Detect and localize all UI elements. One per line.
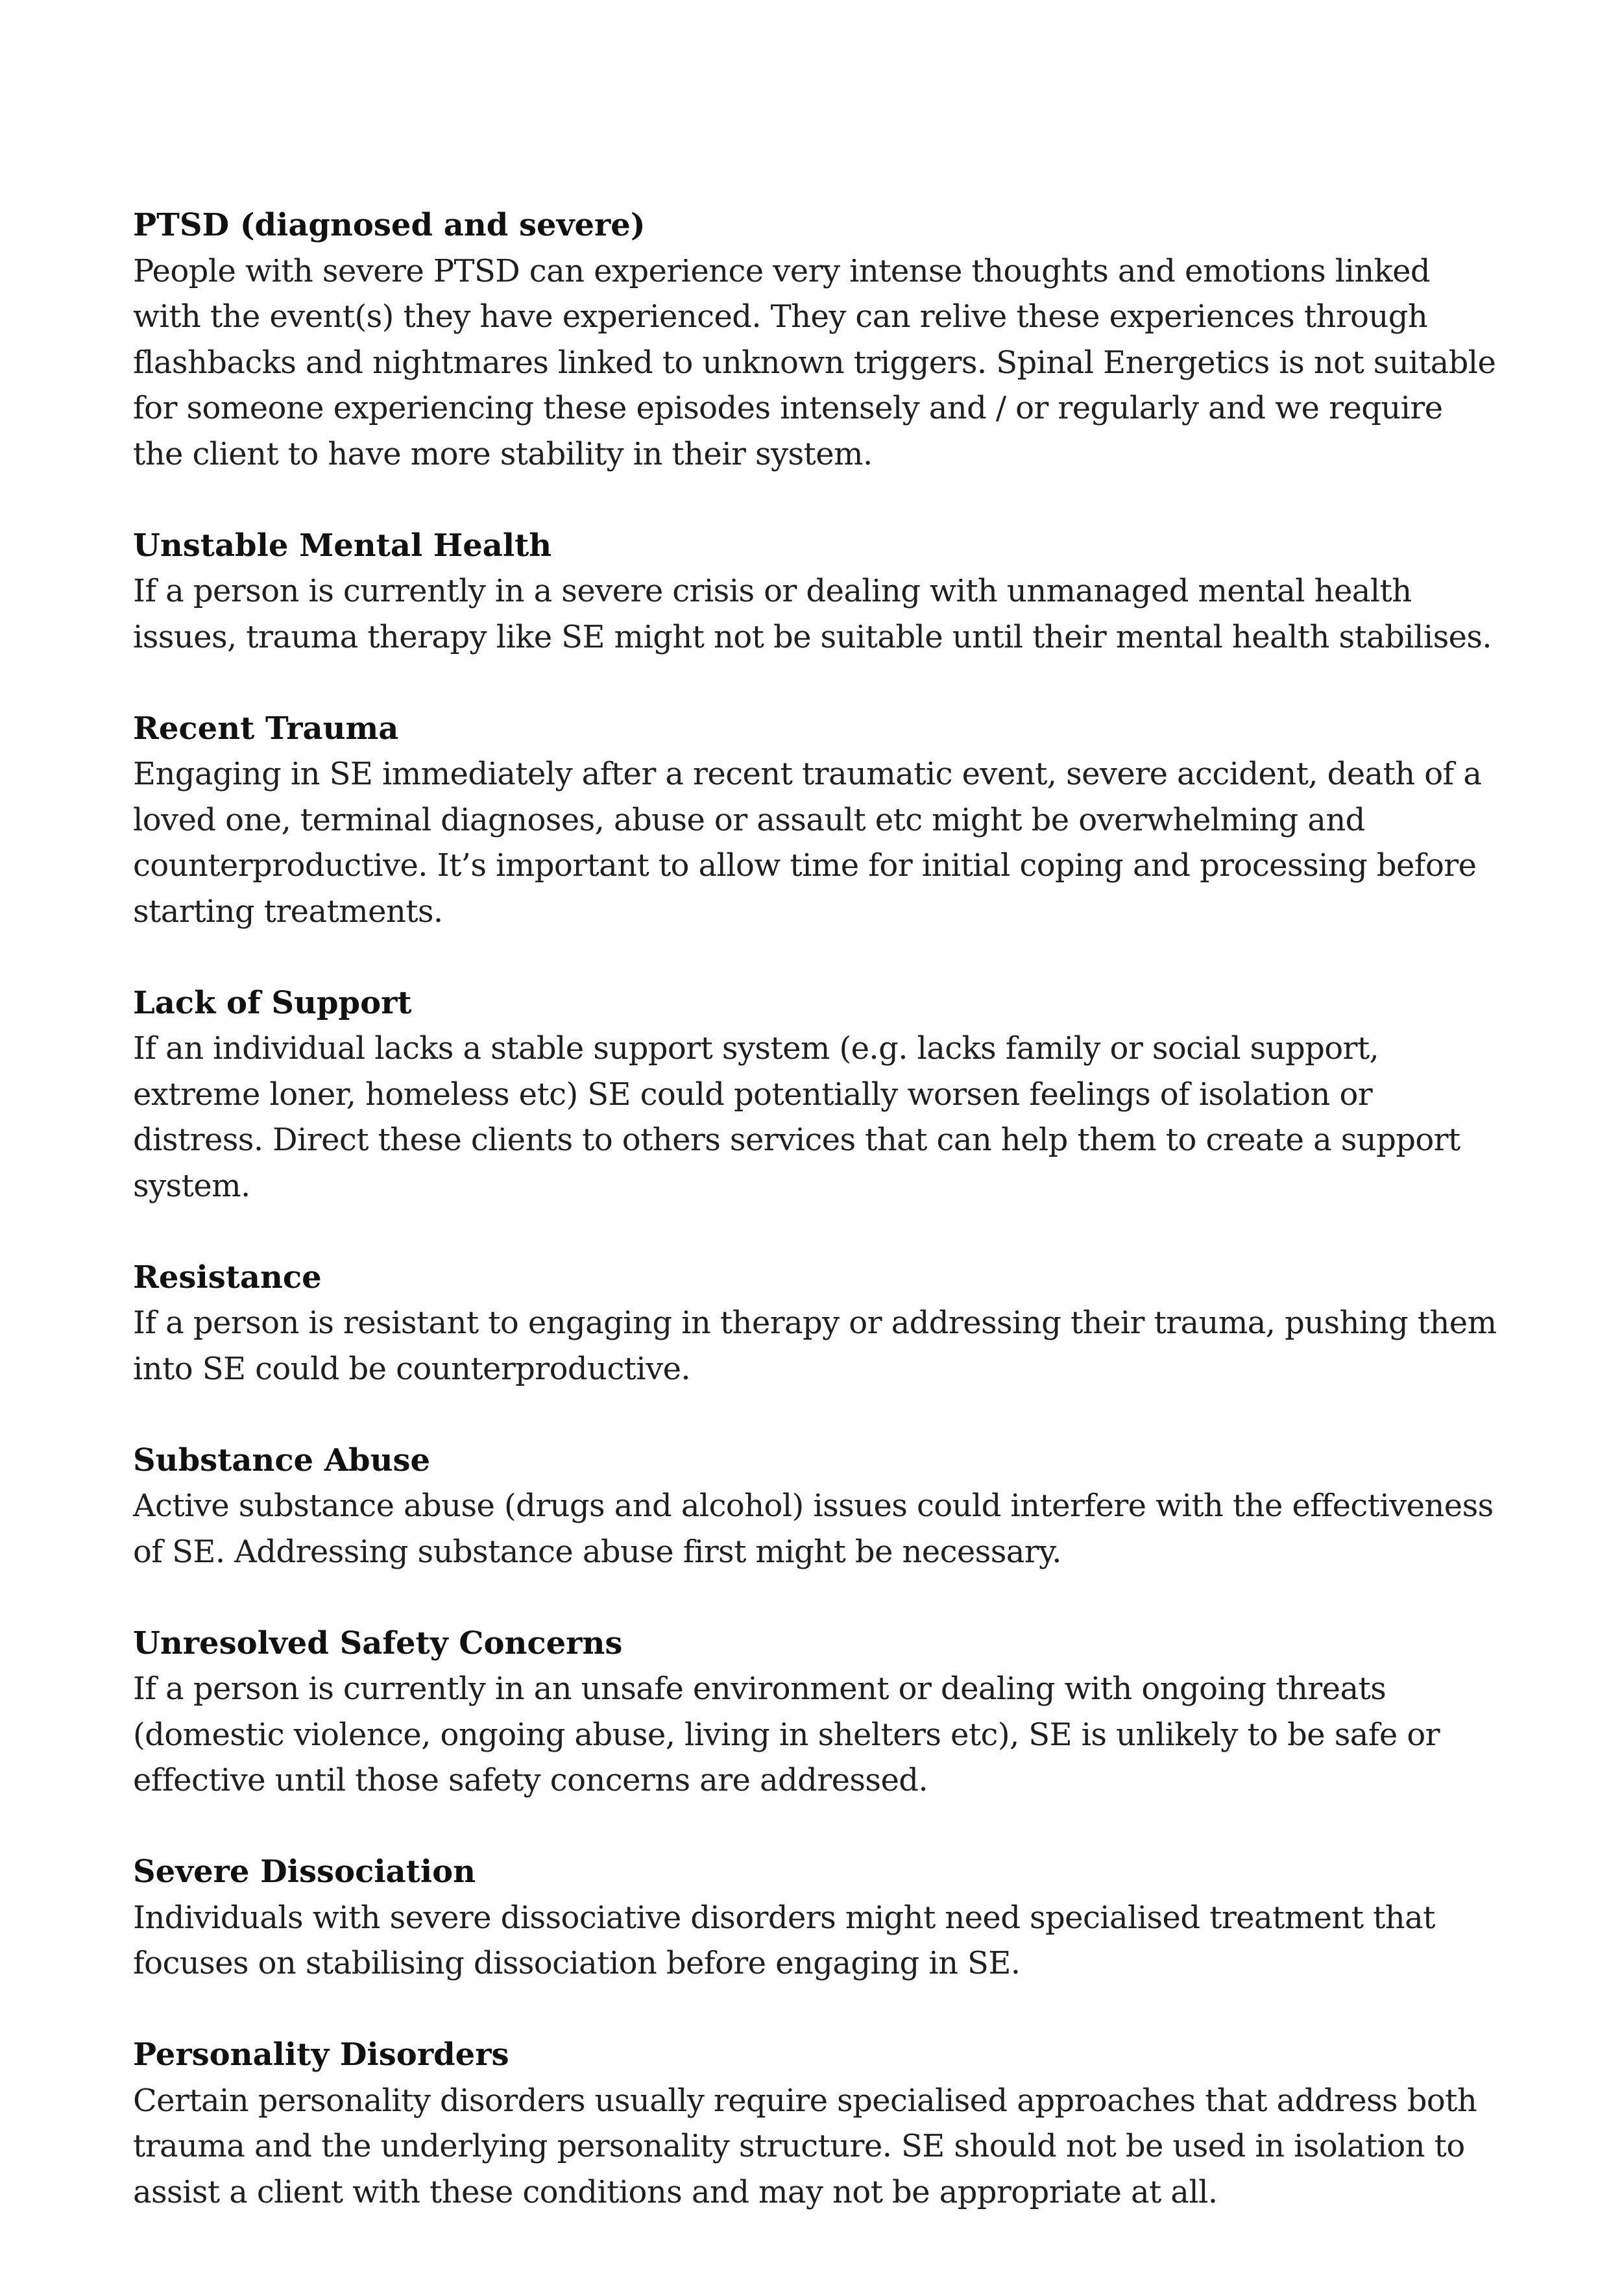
- section-body: Certain personality disorders usually require specialised approaches that address both trauma and the underlying personality structure. SE should not be used in isolation to assist a client with these conditions and may not be appropriate at all.: [133, 2082, 1477, 2210]
- section-heading: Unresolved Safety Concerns: [133, 1625, 623, 1662]
- section-heading: PTSD (diagnosed and severe): [133, 207, 646, 243]
- section-substance-abuse: [133, 1438, 1502, 1575]
- section-recent-trauma: [133, 706, 1502, 935]
- section-ptsd: [133, 202, 1502, 477]
- section-body: If a person is currently in an unsafe environment or dealing with ongoing threats (domestic violence, ongoing abuse, living in shelters etc), SE is unlikely to be safe or effective until those safety concerns are addressed.: [133, 1671, 1440, 1798]
- section-heading: Resistance: [133, 1259, 322, 1296]
- section-body: People with severe PTSD can experience very intense thoughts and emotions linked with the event(s) they have experienced. They can relive these experiences through flashbacks and nightmares linked to unknown triggers. Spinal Energetics is not suitable for someone experiencing these episodes intensely and / or regularly and we require the client to have more stability in their system.: [133, 252, 1496, 472]
- section-body: Active substance abuse (drugs and alcohol) issues could interfere with the effectiveness of SE. Addressing substance abuse first might be necessary.: [133, 1488, 1494, 1570]
- section-unstable-mental-health: [133, 523, 1502, 660]
- section-heading: Unstable Mental Health: [133, 527, 552, 564]
- section-heading: Recent Trauma: [133, 710, 399, 747]
- section-heading: Severe Dissociation: [133, 1854, 476, 1890]
- section-severe-dissociation: [133, 1849, 1502, 1987]
- section-lack-of-support: [133, 980, 1502, 1209]
- section-body: Engaging in SE immediately after a recent traumatic event, severe accident, death of a loved one, terminal diagnoses, abuse or assault etc might be overwhelming and counterproductive. It’s important to allow time for initial coping and processing before starting treatments.: [133, 756, 1482, 930]
- section-body: If an individual lacks a stable support system (e.g. lacks family or social support, extreme loner, homeless etc) SE could potentially worsen feelings of isolation or distress. Direct these clients to others services that can help them to create a support system.: [133, 1030, 1460, 1204]
- section-body: If a person is currently in a severe crisis or dealing with unmanaged mental health issues, trauma therapy like SE might not be suitable until their mental health stabilises.: [133, 573, 1492, 655]
- section-heading: Personality Disorders: [133, 2036, 509, 2073]
- section-unresolved-safety-concerns: [133, 1621, 1502, 1804]
- section-heading: Lack of Support: [133, 984, 412, 1021]
- section-heading: Substance Abuse: [133, 1442, 431, 1479]
- section-resistance: [133, 1255, 1502, 1392]
- section-personality-disorders: [133, 2032, 1502, 2215]
- section-body: If a person is resistant to engaging in therapy or addressing their trauma, pushing them into SE could be counterproductive.: [133, 1305, 1497, 1387]
- document-page: [133, 202, 1502, 2261]
- section-body: Individuals with severe dissociative disorders might need specialised treatment that focuses on stabilising dissociation before engaging in SE.: [133, 1899, 1435, 1981]
